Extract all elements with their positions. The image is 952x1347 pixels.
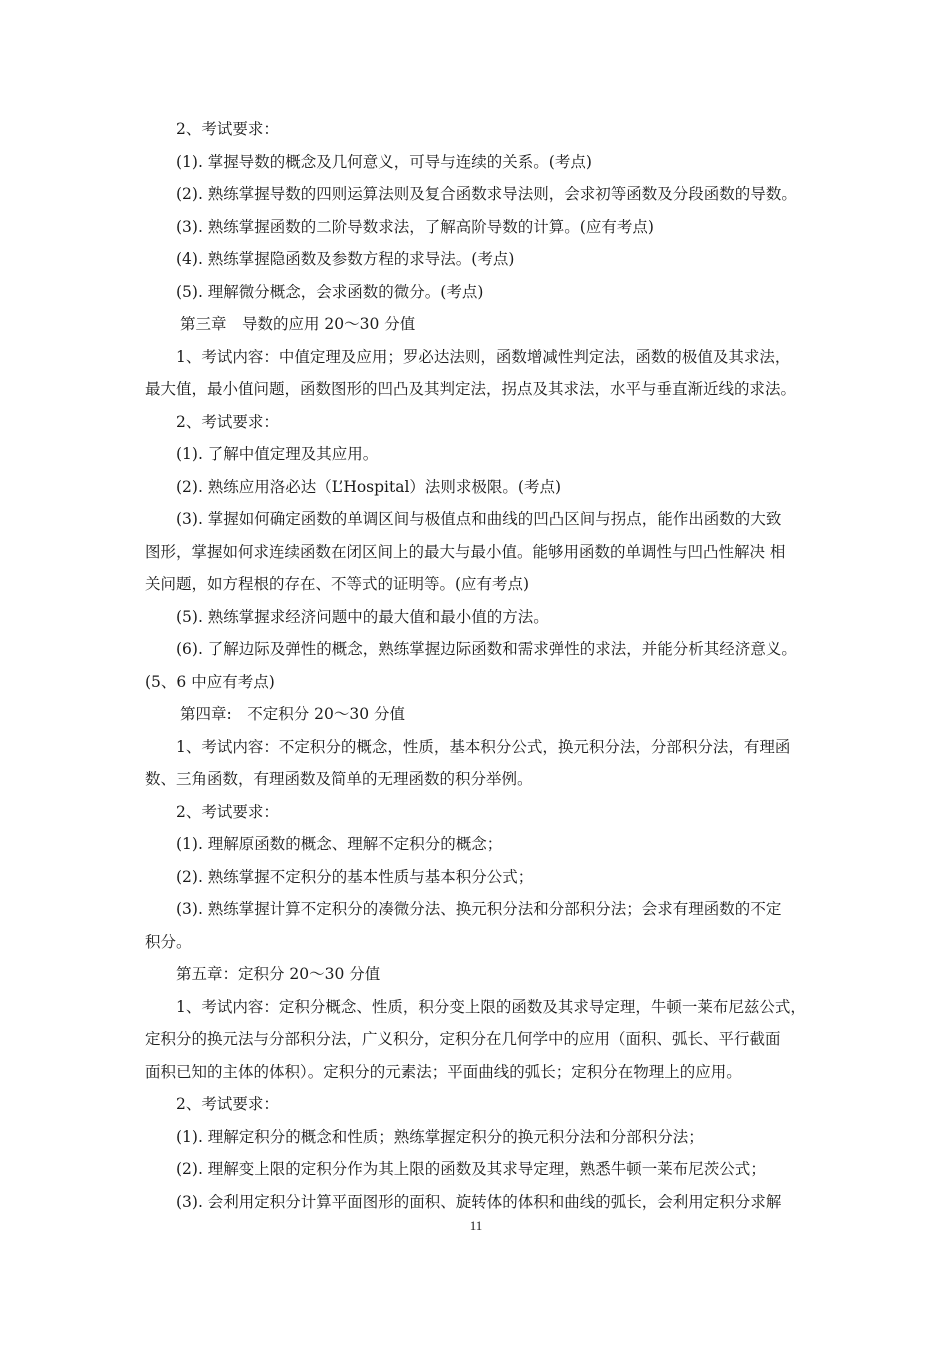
paragraph: 定积分的换元法与分部积分法，广义积分，定积分在几何学中的应用（面积、弧长、平行截面 — [145, 1030, 781, 1048]
paragraph: 面积已知的主体的体积）。定积分的元素法；平面曲线的弧长；定积分在物理上的应用。 — [145, 1062, 742, 1081]
paragraph: (5). 理解微分概念，会求函数的微分。(考点) — [176, 282, 484, 301]
paragraph: (1). 理解原函数的概念、理解不定积分的概念； — [176, 835, 503, 853]
paragraph: (1). 掌握导数的概念及几何意义，可导与连续的关系。(考点) — [176, 152, 592, 171]
paragraph: (6). 了解边际及弹性的概念，熟练掌握边际函数和需求弹性的求法，并能分析其经济意义。 — [176, 640, 797, 658]
paragraph: 积分。 — [145, 932, 192, 951]
paragraph: 图形，掌握如何求连续函数在闭区间上的最大与最小值。能够用函数的单调性与凹凸性解决 相 — [145, 542, 786, 561]
paragraph: (2). 熟练应用洛必达（L’Hospital）法则求极限。(考点) — [176, 477, 562, 496]
paragraph: (3). 熟练掌握函数的二阶导数求法，了解高阶导数的计算。(应有考点) — [176, 217, 654, 236]
paragraph: 数、三角函数，有理函数及简单的无理函数的积分举例。 — [145, 770, 533, 788]
paragraph: (5). 熟练掌握求经济问题中的最大值和最小值的方法。 — [176, 607, 549, 626]
paragraph: (5、6 中应有考点) — [145, 672, 275, 691]
paragraph: (4). 熟练掌握隐函数及参数方程的求导法。(考点) — [176, 250, 515, 268]
paragraph: (3). 掌握如何确定函数的单调区间与极值点和曲线的凹凸区间与拐点，能作出函数的大致 — [176, 510, 782, 528]
paragraph: (1). 理解定积分的概念和性质；熟练掌握定积分的换元积分法和分部积分法； — [176, 1127, 704, 1146]
paragraph: 最大值，最小值问题，函数图形的凹凸及其判定法，拐点及其求法，水平与垂直渐近线的求法。 — [145, 380, 797, 398]
paragraph: 第四章: 不定积分 20～30 分值 — [180, 705, 406, 723]
paragraph: 1、考试内容：不定积分的概念，性质，基本积分公式，换元积分法，分部积分法，有理函 — [176, 737, 791, 756]
paragraph: 1、考试内容：中值定理及应用；罗必达法则，函数增减性判定法，函数的极值及其求法， — [176, 347, 791, 366]
paragraph: 2、考试要求： — [176, 412, 279, 431]
paragraph: 关问题，如方程根的存在、不等式的证明等。(应有考点) — [145, 575, 530, 593]
paragraph: 第五章：定积分 20～30 分值 — [176, 965, 381, 983]
paragraph: 2、考试要求： — [176, 802, 279, 821]
paragraph: (3). 会利用定积分计算平面图形的面积、旋转体的体积和曲线的弧长，会利用定积分求解 — [176, 1192, 782, 1211]
paragraph: (1). 了解中值定理及其应用。 — [176, 445, 379, 463]
page-number: 11 — [469, 1218, 483, 1233]
page-body — [145, 113, 839, 1218]
paragraph: 2、考试要求： — [176, 120, 279, 138]
paragraph: 第三章 导数的应用 20～30 分值 — [180, 315, 416, 333]
paragraph: 2、考试要求： — [176, 1095, 279, 1113]
paragraph: (2). 理解变上限的定积分作为其上限的函数及其求导定理，熟悉牛顿一莱布尼茨公式； — [176, 1160, 766, 1178]
paragraph: (3). 熟练掌握计算不定积分的凑微分法、换元积分法和分部积分法；会求有理函数的不定 — [176, 900, 782, 918]
paragraph: 1、考试内容：定积分概念、性质，积分变上限的函数及其求导定理，牛顿一莱布尼兹公式， — [176, 997, 806, 1016]
paragraph: (2). 熟练掌握导数的四则运算法则及复合函数求导法则，会求初等函数及分段函数的导数。 — [176, 185, 797, 203]
paragraph: (2). 熟练掌握不定积分的基本性质与基本积分公式； — [176, 867, 534, 886]
